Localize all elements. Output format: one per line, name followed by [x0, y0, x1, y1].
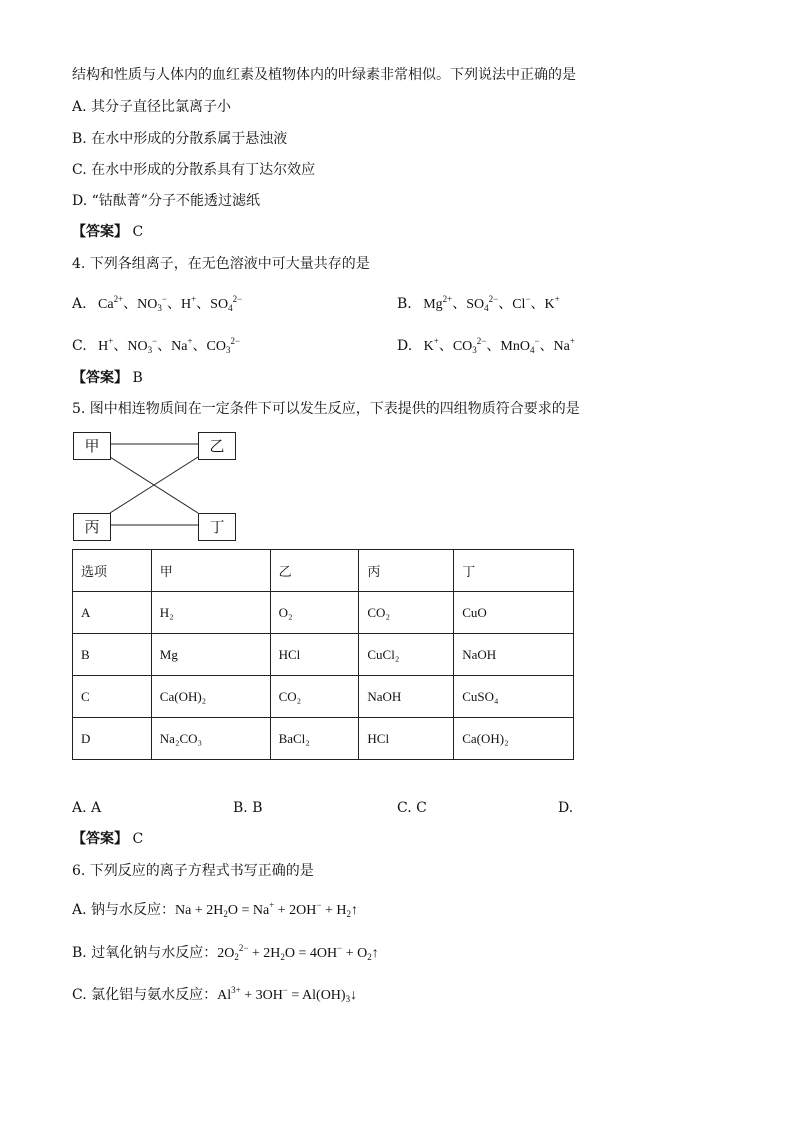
table-cell: HCl [359, 718, 454, 760]
q6-option-b [72, 938, 379, 967]
table-cell: CuSO₄ [454, 676, 574, 718]
q3-stem: 结构和性质与人体内的血红素及植物体内的叶绿素非常相似。下列说法中正确的是 [72, 67, 576, 83]
option-label: C. [72, 338, 87, 354]
q4-option-d [397, 331, 575, 360]
reaction-diagram [72, 430, 242, 545]
diagram-node-bing: 丙 [73, 513, 111, 541]
q3-option-a: A. 其分子直径比氯离子小 [72, 99, 232, 115]
q5-stem: 5. 图中相连物质间在一定条件下可以发生反应，下表提供的四组物质符合要求的是 [72, 401, 580, 417]
table-cell: CuO [454, 592, 574, 634]
options-table [72, 549, 574, 760]
ion-list: K+、$CO_3^{2-}$、MnO$_4$−、Na+ [416, 336, 575, 355]
table-header-row [73, 550, 574, 592]
answer-value: C [132, 831, 144, 847]
table-cell: HCl [270, 634, 359, 676]
table-cell: A [73, 592, 152, 634]
diagram-node-ding: 丁 [198, 513, 236, 541]
diagram-node-yi: 乙 [198, 432, 236, 460]
q6-option-c [72, 980, 357, 1009]
q5-answer [72, 829, 143, 849]
table-header-cell: 甲 [151, 550, 270, 592]
q5-choice-a: A. A [72, 800, 102, 816]
table-cell: CO₂ [270, 676, 359, 718]
q6-option-a [72, 895, 358, 924]
ion-list: H+、$NO_3^-$、Na+、$CO_3^{2-}$ [91, 336, 241, 355]
table-cell: Ca(OH)₂ [454, 718, 574, 760]
answer-tag: 【答案】 [72, 370, 128, 386]
table-cell: O₂ [270, 592, 359, 634]
table-cell: H₂ [151, 592, 270, 634]
table-cell: BaCl₂ [270, 718, 359, 760]
q4-answer [72, 368, 143, 388]
q4-option-a [72, 289, 242, 318]
equation: $2O_2^{2-} + 2H_2O = 4OH^-$ + $O_2↑$ [217, 943, 379, 962]
equation: $Al^{3+} + 3OH^-$ = $Al(OH)_3↓$ [217, 985, 358, 1004]
option-label: B. [397, 296, 412, 312]
answer-tag: 【答案】 [72, 831, 128, 847]
table-cell: D [73, 718, 152, 760]
ion-list: $Ca^{2+}$、$NO_3^-$、H+、$SO_4^{2-}$ [91, 294, 243, 313]
table-cell: B [73, 634, 152, 676]
answer-tag: 【答案】 [72, 224, 128, 240]
ion-list: $Mg^{2+}$、$SO_4^{2-}$、Cl−、K+ [416, 294, 560, 313]
table-row [73, 634, 574, 676]
diagram-node-jia: 甲 [73, 432, 111, 460]
answer-value: B [132, 370, 143, 386]
table-row [73, 592, 574, 634]
option-prefix: A. 钠与水反应： [72, 902, 176, 918]
table-cell: C [73, 676, 152, 718]
table-cell: CO₂ [359, 592, 454, 634]
q6-stem: 6. 下列反应的离子方程式书写正确的是 [72, 863, 314, 879]
table-cell: Mg [151, 634, 270, 676]
option-label: D. [397, 338, 413, 354]
option-prefix: C. 氯化铝与氨水反应： [72, 987, 218, 1003]
table-header-cell: 选项 [73, 550, 152, 592]
option-label: A. [72, 296, 87, 312]
table-row [73, 718, 574, 760]
q4-option-c [72, 331, 240, 360]
q3-option-b: B. 在水中形成的分散系属于悬浊液 [72, 131, 288, 147]
option-prefix: B. 过氧化钠与水反应： [72, 945, 218, 961]
table-cell: NaOH [359, 676, 454, 718]
table-cell: Na₂CO₃ [151, 718, 270, 760]
q3-option-c: C. 在水中形成的分散系具有丁达尔效应 [72, 162, 316, 178]
q5-choice-d: D. [558, 800, 574, 816]
q3-answer [72, 222, 143, 242]
table-cell: NaOH [454, 634, 574, 676]
table-row [73, 676, 574, 718]
q4-stem: 4. 下列各组离子，在无色溶液中可大量共存的是 [72, 256, 370, 272]
table-header-cell: 乙 [270, 550, 359, 592]
q5-choice-c: C. C [397, 800, 427, 816]
table-header-cell: 丁 [454, 550, 574, 592]
table-cell: CuCl₂ [359, 634, 454, 676]
equation: $Na + 2H_2O = Na^+ + 2OH^-$ + $H_2↑$ [175, 900, 358, 919]
answer-value: C [132, 224, 144, 240]
q5-choice-b: B. B [233, 800, 263, 816]
q3-option-d: D. “钴酞菁”分子不能透过滤纸 [72, 193, 260, 209]
q4-option-b [397, 289, 560, 318]
table-cell: Ca(OH)₂ [151, 676, 270, 718]
table-header-cell: 丙 [359, 550, 454, 592]
